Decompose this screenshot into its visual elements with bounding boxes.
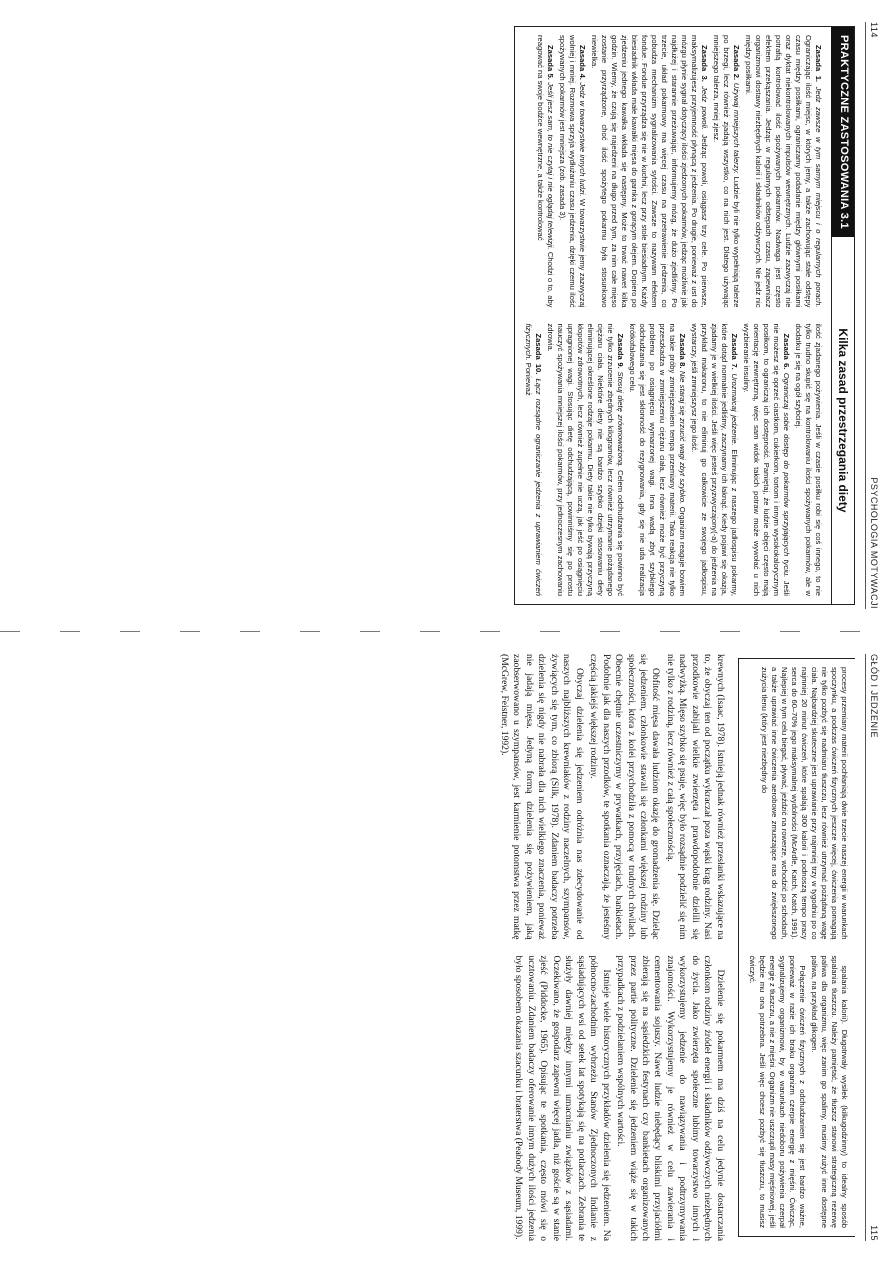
rule-label: Zasada 6. bbox=[781, 333, 791, 373]
rule-text: Eliminując z naszego jadłospisu pokarmy, które dotąd normalnie jedliśmy, zaczynamy ich łaknąć. Kiedy pojawi się okazja, zjadamy je w wielkiej ilości. Jeśli więc jesteś przyzwyczajony(-a) do jedzenia na przykład makaronu, to nie eliminuj go całkowicie ze swojego jadłospisu, wystarczy, jeśli zmniejszysz jego ilość. bbox=[689, 323, 739, 596]
rule-text: ilość zjadanego pożywienia. Jeśli w czasie posiłku robi się coś innego, to nie tylko trudno skupić się na kontrolowaniu ilości spożywanych pokarmów, ale w dodatku je się na ogół szybciej. bbox=[793, 323, 823, 596]
rule-text: Chodzi o to, aby reagować na swoje bodźce wewnętrzne, a także kontrolować bbox=[535, 35, 555, 308]
box-continuation-paragraph: Połączenie ćwiczeń fizycznych z odchudzaniem się jest bardzo ważne, ponieważ w razie ich braku organizm czerpie energię z mięśni. Ćwicząc, sygnalizujemy organizmowi, by w warunkach niedoboru pożywienia czerpał energię z tłuszczu, a nie z mięśni. Organizm nie uszczupli masy mięśniowej, jeśli będzie mu ona potrzebna. Jeśli więc chcesz pozbyć się tłuszczu, to musisz ćwiczyć. bbox=[747, 955, 807, 1228]
rule-paragraph bbox=[589, 35, 709, 308]
rule-text: Celem odchudzania się powinno być nie tylko zrzucenie zbędnych kilogramów, lecz również utrzymanie pożądanego ciężaru ciała. Niektóre diety nie są bardzo szybko dzięki stosowaniu diety eliminującej określone rodzaje pokarmu. Diety takie nie tylko bywają przyczyną kłopotów zdrowotnych, lecz również zupełnie nie uczą, jak jeść po osiągnięciu upragnionej wagi. Stosując dietę odchudzającą, powinniśmy się po prostu nauczyć spożywania mniejszej ilości pokarmów, przy jednoczesnym zachowaniu zdrowia. bbox=[545, 323, 625, 596]
rule-paragraph bbox=[535, 35, 555, 308]
rule-paragraph bbox=[741, 324, 791, 597]
page-115 bbox=[0, 632, 893, 1263]
rule-text: W towarzystwie jemy zazwyczaj wolniej i mniej. Rozmowa sprzyja wydłużaniu czasu jedzenia, dzięki czemu ilość spożywanych pokarmów jest mniejsza (zob. zasada 3). bbox=[557, 35, 587, 308]
rule-text: Ograniczając ilość miejsc, w których jemy, a także zachowując stałe odstępy czasu między posiłkami, ograniczamy podadanie między głównymi posiłkami oraz dyktat niekontrolowanych impulsów wewnętrznych. Ludzie zazwyczaj nie potrafią kontrolować ilość spożywanych pokarmów. Nadwaga jest często efektem przekąszania. Jedząc w regularnych odstępach czasu, zapewniacz organizmowi dostawy niezbędnych kalorii i składników odżywczych. Nie jedz nic między posiłkami. bbox=[743, 35, 813, 308]
box-continuation-paragraph: procesy przemiany materii pochłaniają dwie trzecie naszej energii w warunkach spoczynku, a podczas ćwiczeń fizycznych jeszcze więcej, ćwiczenia pomagają nie tylko pozbyć się nadmiaru tłuszczu, lecz również utrzymać pożądaną wagę ciała. Najbardziej skuteczne jest uprawianie przy najmniej trzy w tygodniu po co najmniej 20 minut ćwiczeń, które spalają 300 kalorii i podnoszą tempo pracy serca do 60–70% jego maksymalnej wydolności (McArdle, Katch, Katch, 1991). Najlepiej w tym celu biegać, pływać, jeździć na rowerze, wchodzić po schodach, a także uprawiać inne ćwiczenia aerobowe zmuszające nas do zwiększonego zużycia tlenu (który jest niezbędny do bbox=[759, 667, 849, 940]
running-head-title: GŁÓD I JEDZENIE bbox=[869, 654, 879, 739]
rule-label: Zasada 8. bbox=[677, 333, 687, 371]
rule-lead: Jedz w towarzystwie innych ludzi. bbox=[577, 82, 587, 199]
rule-paragraph bbox=[545, 324, 625, 597]
rule-text: Jeśli nie możesz się oprzeć ciastkom, cukierkom, tortom i innym wysokokalorycznym posiłkom, to ograniczaj ich dostępność. Pamiętaj, że ludzie objęci często mają orientację zewnętrzną, więc sam widok takich potraw może wywołać u nich wyzbieranie insuliny. bbox=[741, 323, 791, 596]
rule-paragraph bbox=[743, 35, 823, 308]
rule-lead: Używaj mniejszych talerzy. bbox=[731, 82, 741, 177]
rule-paragraph bbox=[793, 324, 823, 597]
rule-text: Ponieważ bbox=[523, 362, 533, 396]
rule-lead: Jedz powoli. bbox=[699, 86, 709, 135]
box-continuation-paragraph: spalania kalorii). Długotrwały wysiłek (kilkugodzinny) to idealny sposób spalania tłuszczu. Należy pamiętać, że tłuszcz stanowi strategiczną rezerwę paliwa dla organizmu, więc zanim go spalimy, musimy zużyć inne dostępne paliwa, na przykład glikogen. bbox=[809, 955, 849, 1228]
rules-list bbox=[523, 35, 823, 596]
rule-label: Zasada 2. bbox=[731, 45, 741, 83]
rule-label: Zasada 9. bbox=[615, 333, 625, 372]
page-114-rotated bbox=[0, 0, 893, 631]
practical-applications-box bbox=[514, 26, 855, 605]
rule-lead: Ograniczaj sobie dostęp do pokarmów sprzyjających tyciu. bbox=[781, 372, 791, 581]
rule-lead: Łącz rozsądne ograniczanie jedzenia z uprawianiem ćwiczeń fizycznych. bbox=[523, 323, 543, 596]
running-head bbox=[865, 22, 879, 609]
rule-paragraph bbox=[523, 324, 543, 597]
body-paragraph: Dzielenie się pokarmem ma dziś na celu jedynie dostarczania członkom rodziny źródeł energii i składników odżywczych niezbędnych do życia. Jako zwierzęta społeczne lubimy towarzystwo innych i wykorzystujemy jedzenie do nawiązywania i podtrzymywania znajomości. Wykorzystujemy je również w celu zawierania i cementowania sojuszy. Nawet ludzie niebędący bliskimi przyjaciółmi zbierają się na sąsiedzkich festynach czy bankietach organizowanych przez partie polityczne. Dzielenie się jedzeniem wiąże się w takich przypadkach z podzielaniem wspólnych wartości. bbox=[615, 955, 726, 1241]
page-114 bbox=[0, 0, 893, 631]
body-paragraph: Obyczaj dzielenia się jedzeniem odróżnia nas zdecydowanie od naszych najbliższych krewniaków z rodziny naczelnych, szympansów, żywiących się tym, co zbiorą (Silk, 1978). Zdaniem badaczy potrzeba dzielenia się nigdy nie nabrała dla nich wielkiego znaczenia, ponieważ nie jadają mięsa. Jedyną formą dzielenia się pożywieniem, jaką zaobserwowano u szympansów, jest karmienie potomstwa przez matkę (McGrew, Feistner, 1992). bbox=[498, 654, 585, 940]
page-115-rotated bbox=[0, 632, 893, 1263]
rule-lead: Stosuj dietę zrównoważoną. bbox=[615, 371, 625, 471]
rule-text: Jedząc powoli, osiągasz trzy cele. Po pierwsze, maksymalizujesz przyjemność płynącą z jedzenia. Po drugie, ponieważ z ust do mózgu płynie sygnał dotyczący ilości zjedzonych pokarmów, jedząc możliwie jak najdłużej i starannie przeżuwając, informujemy mózg, że dużo zjedliśmy. Po trzecie, układ pokarmowy ma więcej czasu na przetrawienie jedzenia, co pobudza mechanizm sygnalizowania sytości. Zawsze to nazywam efektem fondue. Fondue przyrządza się nie w kuchni, lecz przy stole biesiadnym. Każdy biesiadnik wkłada małe kawałki mięsa do garnka z gorącym olejem. Dopiero po zjedzeniu jednego kawałka wkłada się następny. Może to trwać nawet kilka godzin. Wiemy, że czują się najedzeni na długo przed tym, za nim całe mięso zostanie przyrządzone, choć ilość spożytego pokarmu była stosunkowo niewielka. bbox=[589, 35, 709, 308]
page-number: 114 bbox=[869, 22, 879, 38]
rule-lead: Jeśli jesz sam, to nie czytaj i nie oglądaj telewizji. bbox=[545, 82, 555, 252]
rule-label: Zasada 5. bbox=[545, 45, 555, 83]
rule-label: Zasada 7. bbox=[729, 333, 739, 374]
rule-text: Ludzie byli nie tylko wypełniają talerze po brzegi, lecz również zjadają wszystko, co na nich jest. Dlatego używając mniejszego talerza, mniej zjesz. bbox=[711, 35, 741, 308]
rule-lead: Jedz zawsze w tym samym miejscu i o regularnych porach. bbox=[814, 86, 823, 308]
box-continuation bbox=[738, 658, 855, 1237]
rule-label: Zasada 3. bbox=[699, 45, 709, 87]
page-number: 115 bbox=[869, 1225, 879, 1241]
rule-paragraph bbox=[627, 324, 687, 597]
body-paragraph: Istnieje wiele historycznych przykładów dzielenia się jedzeniem. Na północno-zachodnim wybrzeżu Stanów Zjednoczonych Indianie z sąsiadujących wsi od setek lat spotykają się na potlaczach. Zebrania te służyły dawniej między innymi umacnianiu związków z sąsiadami. Oczekiwano, że gospodarz zapewni więcej jadła, niż goście są w stanie zjeść (Piddocke, 1965). Opisując te spotkania, często mówi się o ucztowaniu. Zdaniem badaczy oferowanie innym dużych ilości jedzenia było sposobem okazania szacunku i braterstwa (Peabody Museum, 1999). bbox=[513, 955, 612, 1241]
body-paragraph: Obfitość mięsa dawała ludziom okazję do gromadzenia się. Dzieląc się jedzeniem, członkowie stawali się członkami większej rodziny lub społeczności, która z kolei przychodziła z pomocą w trudnych chwilach. Obecnie chętnie uczestniczymy w prywatkach, przyjęciach, bankietach. Podobnie jak dla naszych przodków, te spotkania oznaczają, że jesteśmy częścią jakiejś większej rodziny. bbox=[588, 654, 662, 940]
rule-paragraph bbox=[557, 35, 587, 308]
running-head-title: PSYCHOLOGIA MOTYWACJI bbox=[869, 477, 879, 609]
running-head bbox=[865, 654, 879, 1241]
box-header bbox=[831, 27, 854, 604]
rule-lead: Urozmaicaj jedzenie. bbox=[729, 373, 739, 450]
rule-label: Zasada 10. bbox=[533, 333, 543, 379]
rule-lead: Nie staraj się zrzucić wagi zbyt szybko. bbox=[677, 370, 687, 507]
rule-label: Zasada 1. bbox=[814, 45, 823, 87]
rule-text: Organizm reaguje bowiem na takie próby zmniejszeniem tempa przemiany materii. Taka reakcja nie tylko przeszkadza w zmniejszeniu ciężaru ciała, lecz również może być przyczyną problemu po osiągnięciu wymarzonej wagi. Inna wadą zbyt szybkiego odchudzania się jest skłonność do rezygnowania, gdy się nie uda realizacja krótkofalowego celu. bbox=[627, 323, 687, 597]
body-paragraph: krewnych (Isaac, 1978). Istnieją jednak również przesłanki wskazujące na to, że obyczaj ten od początku wykraczał poza wąski krąg rodziny. Nasi przodkowie zabijali wielkie zwierzęta i prawdopodobnie dzielili się nadwyżką. Mięso szybko się psuje, więc było rozsądnie podzielić się nim nie tylko z rodziną, lecz również z całą społecznością. bbox=[664, 654, 726, 940]
rule-paragraph bbox=[689, 324, 739, 597]
box-tab-label: PRAKTYCZNE ZASTOSOWANIA 3.1 bbox=[831, 27, 854, 237]
box-title: Kilka zasad przestrzegania diety bbox=[831, 237, 854, 604]
body-text bbox=[497, 654, 725, 1241]
rule-label: Zasada 4. bbox=[577, 45, 587, 83]
rule-paragraph bbox=[711, 35, 741, 308]
